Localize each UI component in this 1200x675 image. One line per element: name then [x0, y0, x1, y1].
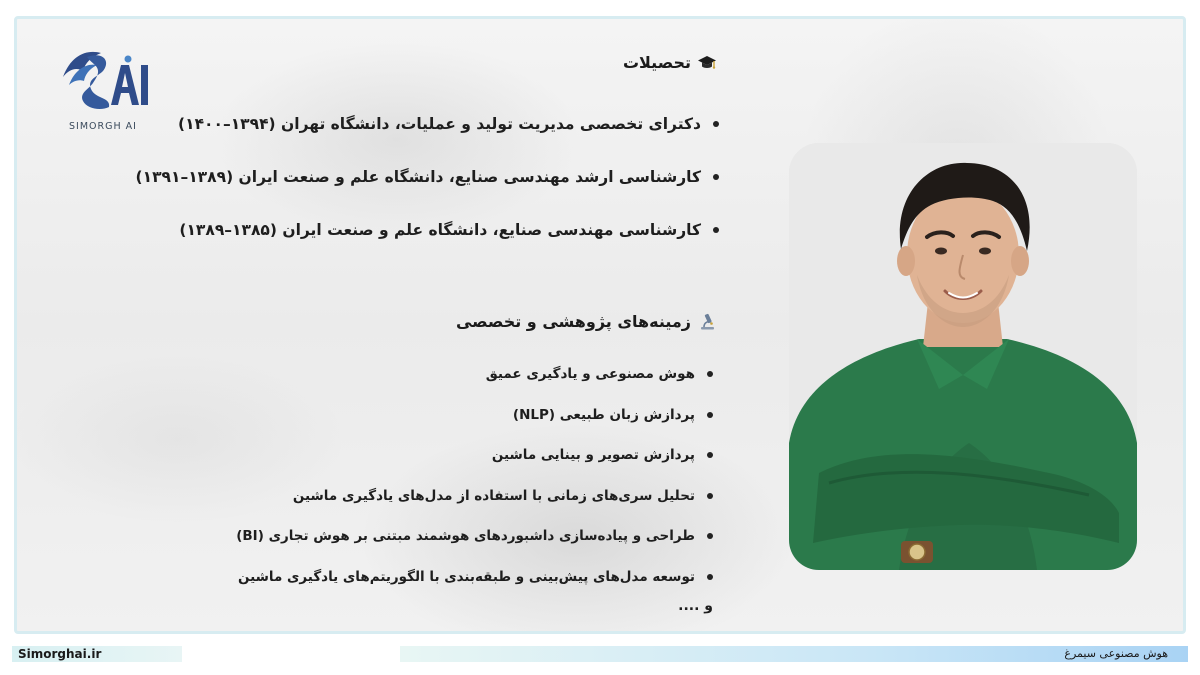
- education-title-text: تحصیلات: [622, 53, 691, 72]
- research-item-text: پردازش زبان طبیعی (NLP): [512, 406, 695, 423]
- footer-brand: هوش مصنوعی سیمرغ: [1064, 647, 1168, 660]
- bullet: [707, 574, 713, 580]
- bullet: [707, 493, 713, 499]
- research-item-text: توسعه مدل‌های پیش‌بینی و طبقه‌بندی با الگوریتم‌های یادگیری ماشین: [237, 568, 695, 585]
- education-item: [19, 203, 719, 256]
- education-item-text: کارشناسی مهندسی صنایع، دانشگاه علم و صنعت ایران (۱۳۸۵–۱۳۸۹): [179, 220, 701, 239]
- bullet: [707, 452, 713, 458]
- education-item-text: دکترای تخصصی مدیریت تولید و عملیات، دانشگاه تهران (۱۳۹۴–۱۴۰۰): [178, 114, 701, 133]
- bullet: [707, 371, 713, 377]
- education-title: [623, 53, 717, 72]
- research-item-text: تحلیل سری‌های زمانی با استفاده از مدل‌های یادگیری ماشین: [292, 487, 695, 504]
- research-title: [456, 312, 717, 331]
- research-item-text: پردازش تصویر و بینایی ماشین: [491, 447, 695, 464]
- website-link[interactable]: Simorghai.ir: [18, 647, 102, 661]
- graduation-cap-icon: [697, 54, 717, 72]
- microscope-icon: [697, 313, 717, 331]
- bullet: [707, 533, 713, 539]
- etc-text: و ....: [678, 598, 713, 614]
- portrait-illustration: [789, 143, 1137, 570]
- research-item: [14, 435, 713, 476]
- education-list: [19, 97, 719, 256]
- education-item: [19, 97, 719, 150]
- research-title-text: زمینه‌های پژوهشی و تخصصی: [455, 312, 691, 331]
- research-item: [14, 476, 713, 517]
- slide-frame: [14, 16, 1186, 634]
- research-item: [14, 557, 713, 598]
- research-item: [14, 395, 713, 436]
- research-list: [14, 354, 713, 597]
- research-item-text: هوش مصنوعی و یادگیری عمیق: [485, 366, 695, 383]
- education-item: [19, 150, 719, 203]
- research-item-text: طراحی و پیاده‌سازی داشبوردهای هوشمند مبتنی بر هوش تجاری (BI): [236, 528, 695, 545]
- portrait-photo: [789, 143, 1137, 570]
- logo-text: SIMORGH AI: [69, 121, 137, 132]
- bullet: [713, 174, 719, 180]
- bullet: [707, 412, 713, 418]
- research-item: [14, 516, 713, 557]
- research-item: [14, 354, 713, 395]
- bullet: [713, 121, 719, 127]
- bullet: [713, 227, 719, 233]
- education-item-text: کارشناسی ارشد مهندسی صنایع، دانشگاه علم و صنعت ایران (۱۳۸۹–۱۳۹۱): [135, 167, 701, 186]
